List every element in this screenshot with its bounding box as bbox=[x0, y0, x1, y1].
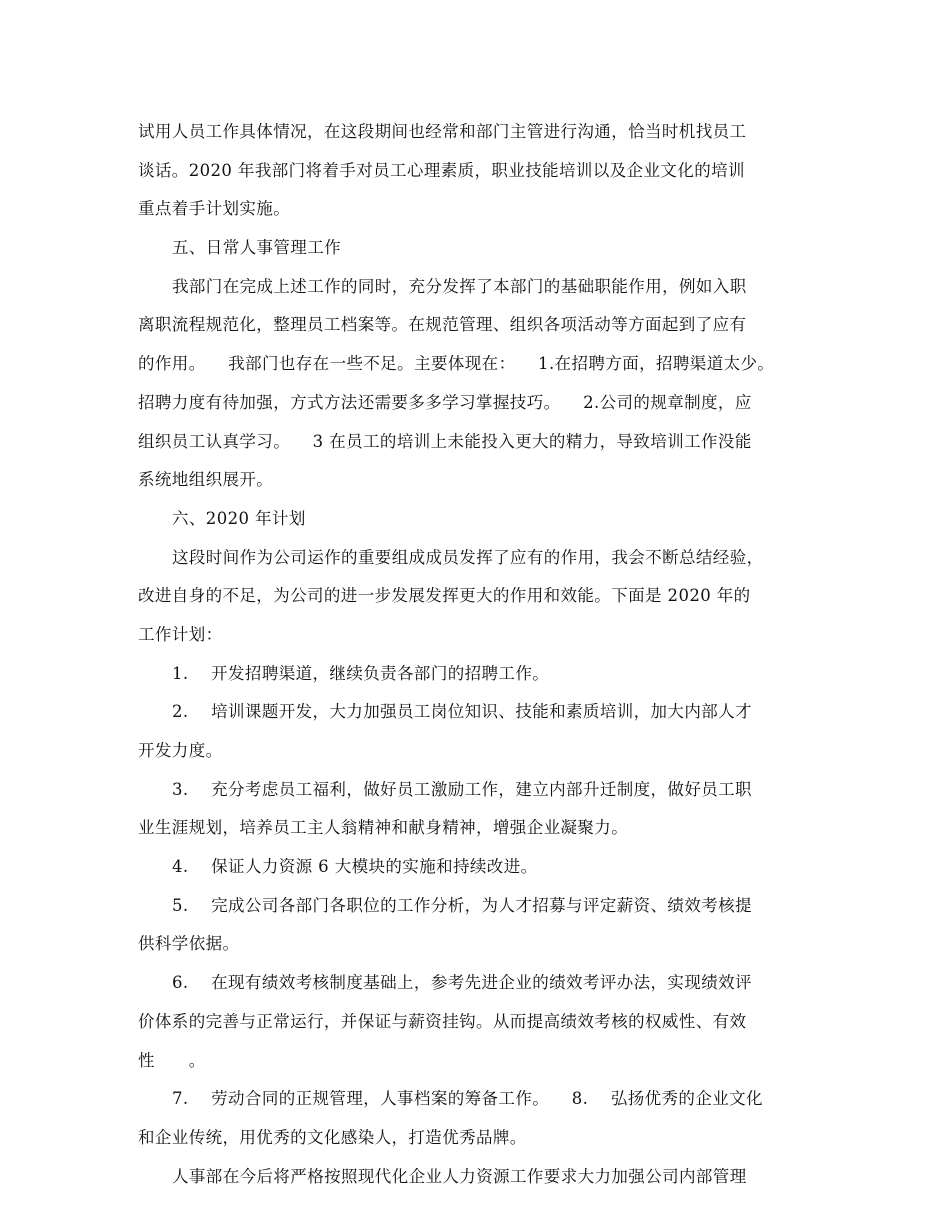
paragraph-line: 工作计划： bbox=[138, 624, 223, 644]
section-heading: 五、日常人事管理工作 bbox=[172, 238, 341, 258]
list-item-continuation: 业生涯规划，培养员工主人翁精神和献身精神，增强企业凝聚力。 bbox=[138, 818, 629, 838]
paragraph-line: 招聘力度有待加强，方式方法还需要多多学习掌握技巧。 2.公司的规章制度，应 bbox=[138, 392, 752, 412]
list-item: 5. 完成公司各部门各职位的工作分析，为人才招募与评定薪资、绩效考核提 bbox=[172, 895, 752, 915]
paragraph-line: 改进自身的不足，为公司的进一步发展发挥更大的作用和效能。下面是 2020 年的 bbox=[138, 586, 751, 606]
list-item-continuation: 价体系的完善与正常运行，并保证与薪资挂钩。从而提高绩效考核的权威性、有效 bbox=[138, 1011, 747, 1031]
list-item: 7. 劳动合同的正规管理，人事档案的筹备工作。 8. 弘扬优秀的企业文化 bbox=[172, 1089, 763, 1109]
paragraph-line: 谈话。2020 年我部门将着手对员工心理素质，职业技能培训以及企业文化的培训 bbox=[138, 160, 745, 180]
list-item: 6. 在现有绩效考核制度基础上，参考先进企业的绩效考评办法，实现绩效评 bbox=[172, 973, 752, 993]
list-item-continuation: 供科学依据。 bbox=[138, 934, 240, 954]
list-item-continuation: 和企业传统，用优秀的文化感染人，打造优秀品牌。 bbox=[138, 1127, 527, 1147]
list-item: 1. 开发招聘渠道，继续负责各部门的招聘工作。 bbox=[172, 663, 550, 683]
paragraph-line: 这段时间作为公司运作的重要组成成员发挥了应有的作用，我会不断总结经验， bbox=[172, 547, 764, 567]
paragraph-line: 重点着手计划实施。 bbox=[138, 199, 291, 219]
paragraph-line: 人事部在今后将严格按照现代化企业人力资源工作要求大力加强公司内部管理 bbox=[172, 1166, 747, 1186]
paragraph-line: 试用人员工作具体情况，在这段期间也经常和部门主管进行沟通，恰当时机找员工 bbox=[138, 122, 747, 141]
document-body bbox=[138, 113, 818, 1196]
list-item: 3. 充分考虑员工福利，做好员工激励工作，建立内部升迁制度，做好员工职 bbox=[172, 779, 752, 799]
list-item-continuation: 性 。 bbox=[138, 1050, 206, 1070]
list-item-continuation: 开发力度。 bbox=[138, 741, 223, 760]
paragraph-line: 系统地组织展开。 bbox=[138, 470, 274, 490]
list-item: 4. 保证人力资源 6 大模块的实施和持续改进。 bbox=[172, 857, 538, 877]
list-item: 2. 培训课题开发，大力加强员工岗位知识、技能和素质培训，加大内部人才 bbox=[172, 702, 752, 722]
section-heading: 六、2020 年计划 bbox=[172, 508, 306, 528]
paragraph-line: 我部门在完成上述工作的同时，充分发挥了本部门的基础职能作用，例如入职 bbox=[172, 276, 747, 296]
paragraph-line: 的作用。 我部门也存在一些不足。主要体现在： 1.在招聘方面，招聘渠道太少。 bbox=[138, 354, 775, 374]
paragraph-line: 离职流程规范化，整理员工档案等。在规范管理、组织各项活动等方面起到了应有 bbox=[138, 315, 747, 335]
paragraph-line: 组织员工认真学习。 3 在员工的培训上未能投入更大的精力，导致培训工作没能 bbox=[138, 431, 752, 451]
